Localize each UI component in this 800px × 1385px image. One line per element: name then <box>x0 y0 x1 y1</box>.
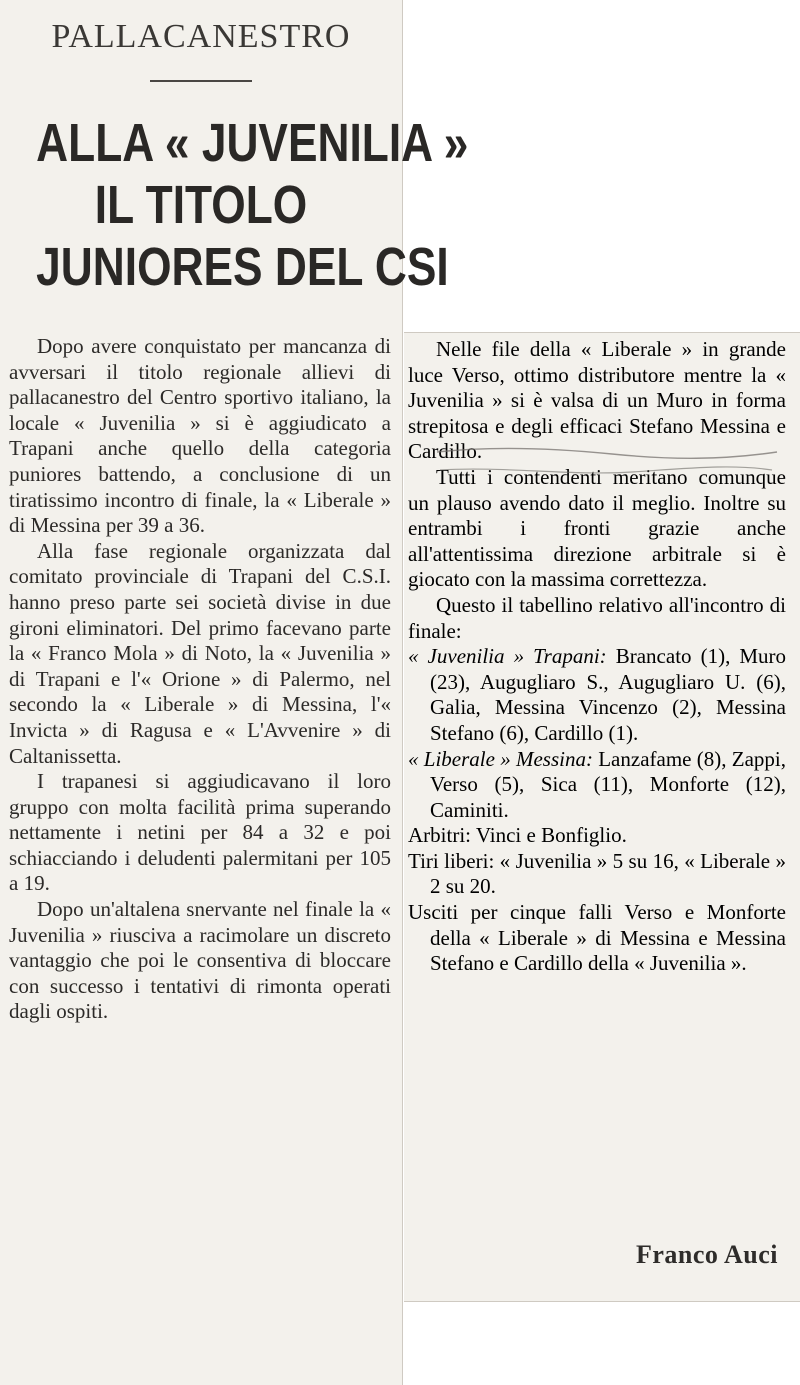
byline: Franco Auci <box>636 1240 778 1269</box>
team-name: « Liberale » <box>408 746 511 771</box>
team-city: Trapani: <box>533 644 607 669</box>
headline <box>36 112 469 298</box>
paragraph: I trapanesi si aggiudicavano il loro gruppo con molta facilità prima superando nettamente i netini per 84 a 32 e poi schiacciando i deludenti palermitani per 105 a 19. <box>9 769 391 896</box>
paragraph: Dopo avere conquistato per mancanza di avversari il titolo regionale allievi di pallacanestro del Centro sportivo italiano, la locale « Juvenilia » si è aggiudicato a Trapani anche quello della categoria puniores battendo, a conclusione di un tiratissimo incontro di finale, la « Liberale » di Messina per 39 a 36. <box>9 334 391 538</box>
body-column-right <box>408 337 786 977</box>
free-throws-line: Tiri liberi: « Juvenilia » 5 su 16, « Liberale » 2 su 20. <box>408 848 786 899</box>
paragraph: Dopo un'altalena snervante nel finale la « Juvenilia » riusciva a racimolare un discreto vantaggio che poi le consentiva di bloccare con successo i tentativi di rimonta operati dagli ospiti. <box>9 897 391 1024</box>
section-kicker: PALLACANESTRO <box>51 18 351 55</box>
referees-line: Arbitri: Vinci e Bonfiglio. <box>408 823 627 848</box>
lineup-liberale <box>408 747 786 824</box>
headline-line-1: ALLA « JUVENILIA » <box>36 113 469 173</box>
paragraph: Nelle file della « Liberale » in grande luce Verso, ottimo distributore mentre la « Juvenilia » si è valsa di un Muro in forma strepitosa e degli efficaci Stefano Messina e Cardillo. <box>408 337 786 464</box>
headline-line-3: JUNIORES DEL CSI <box>36 237 449 297</box>
paragraph: Tutti i contendenti meritano comunque un plauso avendo dato il meglio. Inoltre su entrambi i fronti grazie anche all'attentissima direzione arbitrale si è giocato con la massima correttezza. <box>408 464 786 592</box>
paragraph: Questo il tabellino relativo all'incontro di finale: <box>408 592 786 643</box>
body-column-left <box>9 334 391 1025</box>
paragraph: Alla fase regionale organizzata dal comitato provinciale di Trapani del C.S.I. hanno preso parte sei società divise in due gironi eliminatori. Del primo facevano parte la « Franco Mola » di Noto, la « Juvenilia » di Trapani e l'« Orione » di Palermo, nel secondo la « Liberale » di Messina, l'« Invicta » di Ragusa e « L'Avvenire » di Caltanissetta. <box>9 538 391 768</box>
team-players: Brancato (1), Muro (23), Augugliaro S., Augugliaro U. (6), Galia, Messina Vincenzo (2), Messina Stefano (6), Cardillo (1). <box>430 644 787 745</box>
team-name: « Juvenilia » <box>408 644 525 669</box>
title-rule <box>150 80 252 82</box>
team-city: Messina: <box>515 746 593 771</box>
team-players: Lanzafame (8), Zappi, Verso (5), Sica (11), Monforte (12), Caminiti. <box>430 746 786 822</box>
fouled-out-line: Usciti per cinque falli Verso e Monforte della « Liberale » di Messina e Messina Stefano e Cardillo della « Juvenilia ». <box>408 900 786 976</box>
lineup-juvenilia <box>408 644 786 746</box>
headline-line-2: IL TITOLO <box>94 175 308 235</box>
